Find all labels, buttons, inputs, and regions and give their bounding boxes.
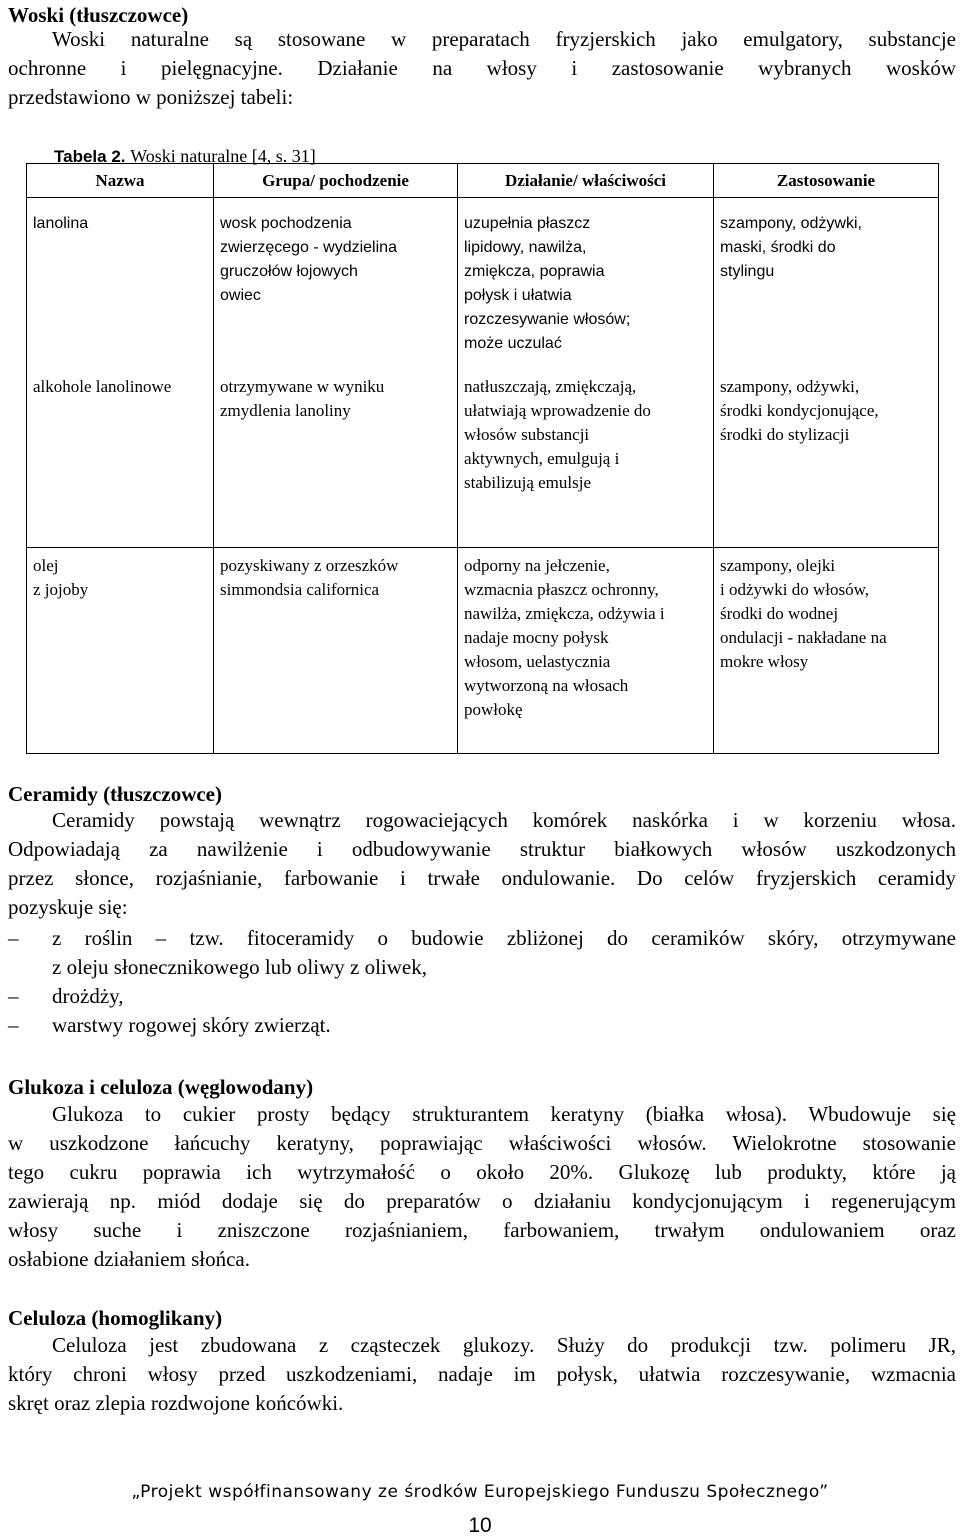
- cell-line: simmondsia californica: [220, 580, 380, 599]
- section-heading-cellulose: Celuloza (homoglikany): [8, 1306, 223, 1330]
- cell-line: pozyskiwany z orzeszków: [220, 556, 399, 575]
- dash-bullet-icon: –: [8, 926, 19, 950]
- cell-line: natłuszczają, zmiękczają,: [464, 376, 637, 396]
- section-heading-waxes: Woski (tłuszczowce): [8, 3, 189, 27]
- cell-group: [214, 198, 458, 365]
- cell-line: owiec: [220, 287, 261, 304]
- cell-line: stabilizują emulsje: [464, 472, 591, 492]
- cell-line: środki do stylizacji: [720, 424, 850, 444]
- cell-line: otrzymywane w wyniku: [220, 376, 385, 396]
- list-item: [8, 924, 956, 982]
- list-item: [8, 1011, 956, 1040]
- cell-line: szampony, odżywki,: [720, 215, 862, 232]
- column-header-name: Nazwa: [27, 164, 214, 198]
- list-item-line: z roślin – tzw. fitoceramidy o budowie zbliżonej do ceramików skóry, otrzymywane: [52, 926, 956, 950]
- paragraph-line: Celuloza jest zbudowana z cząsteczek glukozy. Służy do produkcji tzw. polimeru JR,: [52, 1333, 956, 1357]
- cell-line: maski, środki do: [720, 239, 836, 256]
- page-number: 10: [468, 1514, 492, 1537]
- column-header-effect: Działanie/ właściwości: [458, 164, 714, 198]
- cell-line: środki kondycjonujące,: [720, 400, 879, 420]
- cell-line: włosów substancji: [464, 424, 590, 444]
- cell-line: lipidowy, nawilża,: [464, 239, 587, 256]
- cell-line: stylingu: [720, 263, 775, 280]
- cell-line: aktywnych, emulgują i: [464, 448, 620, 468]
- cell-line: połysk i ułatwia: [464, 287, 572, 304]
- cell-line: odporny na jełczenie,: [464, 556, 610, 575]
- cell-line: nadaje mocny połysk: [464, 628, 609, 647]
- cell-line: może uczulać: [464, 335, 562, 352]
- cell-effect: [458, 365, 714, 548]
- cell-line: szampony, olejki: [720, 556, 836, 575]
- paragraph-line: zawierają np. miód dodaje się do preparatów o działaniu kondycjonującym i regenerującym: [8, 1189, 956, 1213]
- ceramides-source-list: [8, 924, 956, 1040]
- paragraph-line: Glukoza to cukier prosty będący strukturantem keratyny (białka włosa). Wbudowuje się: [52, 1102, 956, 1126]
- glucose-paragraph: [8, 1100, 956, 1274]
- section-heading-ceramides: Ceramidy (tłuszczowce): [8, 782, 222, 806]
- column-header-use: Zastosowanie: [714, 164, 939, 198]
- cell-line: nawilża, zmiękcza, odżywia i: [464, 604, 665, 623]
- cell-line: i odżywki do włosów,: [720, 580, 870, 599]
- cell-group: [214, 365, 458, 548]
- paragraph-line: w uszkodzone łańcuchy keratyny, poprawiając właściwości włosów. Wielokrotne stosowanie: [8, 1131, 956, 1155]
- cell-line: uzupełnia płaszcz: [464, 215, 591, 232]
- waxes-table: [26, 163, 939, 754]
- cell-line: zwierzęcego - wydzielina: [220, 239, 397, 256]
- cell-line: rozczesywanie włosów;: [464, 311, 631, 328]
- list-item-line: z oleju słonecznikowego lub oliwy z oliwek,: [52, 955, 427, 979]
- paragraph-line: włosy suche i zniszczone rozjaśnianiem, farbowaniem, trwałym ondulowaniem oraz: [8, 1218, 956, 1242]
- cell-line: z jojoby: [33, 580, 89, 599]
- paragraph-line: Odpowiadają za nawilżenie i odbudowywanie struktur białkowych włosów uszkodzonych: [8, 837, 956, 861]
- waxes-intro-paragraph: [8, 25, 956, 112]
- cell-use: [714, 548, 939, 754]
- cell-line: ułatwiają wprowadzenie do: [464, 400, 651, 420]
- dash-bullet-icon: –: [8, 984, 19, 1008]
- table-caption-label: Tabela 2.: [54, 147, 126, 166]
- column-header-group: Grupa/ pochodzenie: [214, 164, 458, 198]
- paragraph-line: skręt oraz zlepia rozdwojone końcówki.: [8, 1391, 344, 1415]
- cell-line: środki do wodnej: [720, 604, 839, 623]
- table-header-row: [27, 164, 939, 198]
- table-row: [27, 548, 939, 754]
- paragraph-line: przedstawiono w poniższej tabeli:: [8, 85, 294, 109]
- cell-use: [714, 365, 939, 548]
- section-heading-glucose: Glukoza i celuloza (węglowodany): [8, 1075, 314, 1099]
- cell-effect: [458, 198, 714, 365]
- cell-line: włosom, uelastycznia: [464, 652, 611, 671]
- cell-name: [27, 548, 214, 754]
- cell-line: zmydlenia lanoliny: [220, 400, 351, 420]
- paragraph-line: Ceramidy powstają wewnątrz rogowaciejących komórek naskórka i w korzeniu włosa.: [52, 808, 956, 832]
- cell-name: [27, 198, 214, 365]
- paragraph-line: tego cukru poprawia ich wytrzymałość o około 20%. Glukozę lub produkty, które ją: [8, 1160, 956, 1184]
- cell-line: powłokę: [464, 700, 523, 719]
- paragraph-line: który chroni włosy przed uszkodzeniami, nadaje im połysk, ułatwia rozczesywanie, wzmacnia: [8, 1362, 956, 1386]
- paragraph-line: Woski naturalne są stosowane w preparatach fryzjerskich jako emulgatory, substancje: [52, 27, 956, 51]
- paragraph-line: przez słonce, rozjaśnianie, farbowanie i trwałe ondulowanie. Do celów fryzjerskich ceramidy: [8, 866, 956, 890]
- cell-line: wytworzoną na włosach: [464, 676, 629, 695]
- list-item-line: drożdży,: [52, 984, 124, 1008]
- cellulose-paragraph: [8, 1331, 956, 1418]
- cell-line: wzmacnia płaszcz ochronny,: [464, 580, 659, 599]
- ceramides-paragraph: [8, 806, 956, 922]
- list-item: [8, 982, 956, 1011]
- cell-group: [214, 548, 458, 754]
- cell-line: lanolina: [33, 215, 89, 232]
- cell-line: wosk pochodzenia: [220, 215, 352, 232]
- cell-line: gruczołów łojowych: [220, 263, 358, 280]
- cell-line: ondulacji - nakładane na: [720, 628, 887, 647]
- cell-use: [714, 198, 939, 365]
- cell-line: szampony, odżywki,: [720, 376, 860, 396]
- cell-name: [27, 365, 214, 548]
- cell-effect: [458, 548, 714, 754]
- dash-bullet-icon: –: [8, 1013, 19, 1037]
- paragraph-line: pozyskuje się:: [8, 895, 128, 919]
- paragraph-line: osłabione działaniem słońca.: [8, 1247, 251, 1271]
- table-row: [27, 198, 939, 365]
- footer-funding-note: „Projekt współfinansowany ze środków Europejskiego Funduszu Społecznego”: [131, 1482, 829, 1502]
- cell-line: alkohole lanolinowe: [33, 376, 172, 396]
- table-caption-title: Woski naturalne [4, s. 31]: [130, 146, 316, 166]
- table-row: [27, 365, 939, 548]
- cell-line: olej: [33, 556, 59, 575]
- list-item-line: warstwy rogowej skóry zwierząt.: [52, 1013, 331, 1037]
- cell-line: mokre włosy: [720, 652, 809, 671]
- paragraph-line: ochronne i pielęgnacyjne. Działanie na włosy i zastosowanie wybranych wosków: [8, 56, 956, 80]
- cell-line: zmiękcza, poprawia: [464, 263, 605, 280]
